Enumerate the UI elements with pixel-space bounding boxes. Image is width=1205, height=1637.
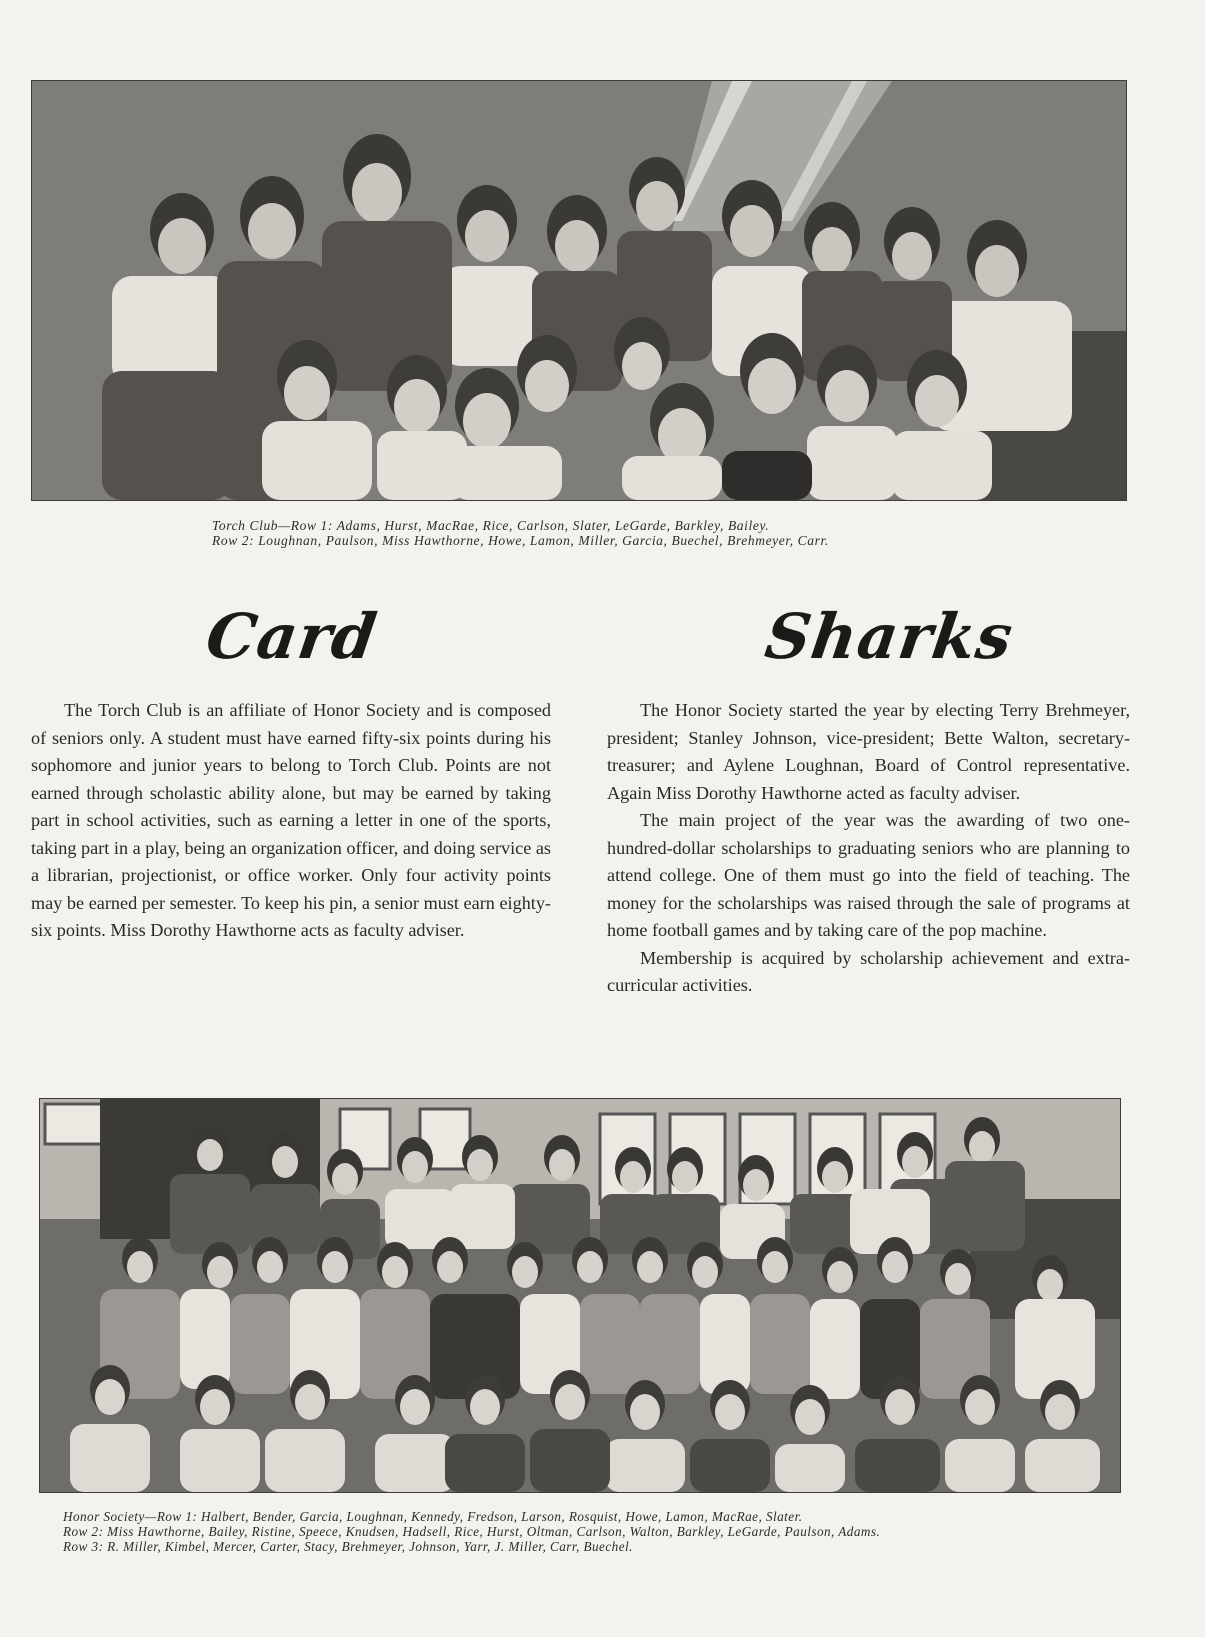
honor-society-paragraph-3: Membership is acquired by scholarship achievement and extra-curricular activities. bbox=[607, 947, 1130, 995]
torch-club-caption bbox=[212, 518, 829, 548]
honor-society-paragraph-1: The Honor Society started the year by electing Terry Brehmeyer, president; Stanley Johnson, vice-president; Bette Walton, secretary-treasurer; and Aylene Loughnan, Board of Control representative. Again Miss Dorothy Hawthorne acted as faculty adviser. bbox=[607, 700, 1130, 803]
headline-left: Card bbox=[201, 600, 382, 673]
torch-club-caption-row1: Torch Club—Row 1: Adams, Hurst, MacRae, Rice, Carlson, Slater, LeGarde, Barkley, Bailey. bbox=[212, 518, 770, 533]
honor-society-caption-row2: Row 2: Miss Hawthorne, Bailey, Ristine, Speece, Knudsen, Hadsell, Rice, Hurst, Oltman, Carlson, Walton, Barkley, LeGarde, Paulson, Adams. bbox=[63, 1524, 881, 1539]
honor-society-photo-art bbox=[40, 1099, 1120, 1492]
honor-society-caption bbox=[63, 1509, 880, 1554]
honor-society-caption-row3: Row 3: R. Miller, Kimbel, Mercer, Carter, Stacy, Brehmeyer, Johnson, Yarr, J. Miller, Carr, Buechel. bbox=[63, 1539, 633, 1554]
honor-society-article bbox=[607, 697, 1130, 1000]
honor-society-caption-row1: Honor Society—Row 1: Halbert, Bender, Garcia, Loughnan, Kennedy, Fredson, Larson, Rosquist, Howe, Lamon, MacRae, Slater. bbox=[63, 1509, 803, 1524]
honor-society-photo bbox=[39, 1098, 1121, 1493]
torch-club-article bbox=[31, 697, 551, 945]
torch-club-paragraph: The Torch Club is an affiliate of Honor Society and is composed of seniors only. A student must have earned fifty-six points during his sophomore and junior years to belong to Torch Club. Points are not earned through scholastic ability alone, but may be earned by taking part in school activities, such as earning a letter in one of the sports, taking part in a play, being an organization officer, and doing service as a librarian, projectionist, or office worker. Only four activity points may be earned per semester. To keep his pin, a senior must earn eighty-six points. Miss Dorothy Hawthorne acts as faculty adviser. bbox=[31, 700, 551, 940]
torch-club-caption-row2: Row 2: Loughnan, Paulson, Miss Hawthorne, Howe, Lamon, Miller, Garcia, Buechel, Brehmeyer, Carr. bbox=[212, 533, 829, 548]
torch-club-photo-art bbox=[32, 81, 1126, 500]
headline-right: Sharks bbox=[760, 600, 1018, 673]
torch-club-photo bbox=[31, 80, 1127, 501]
honor-society-paragraph-2: The main project of the year was the awarding of two one-hundred-dollar scholarships to graduating seniors who are planning to attend college. One of them must go into the field of teaching. The money for the scholarships was raised through the sale of programs at home football games and by taking care of the pop machine. bbox=[607, 810, 1130, 940]
